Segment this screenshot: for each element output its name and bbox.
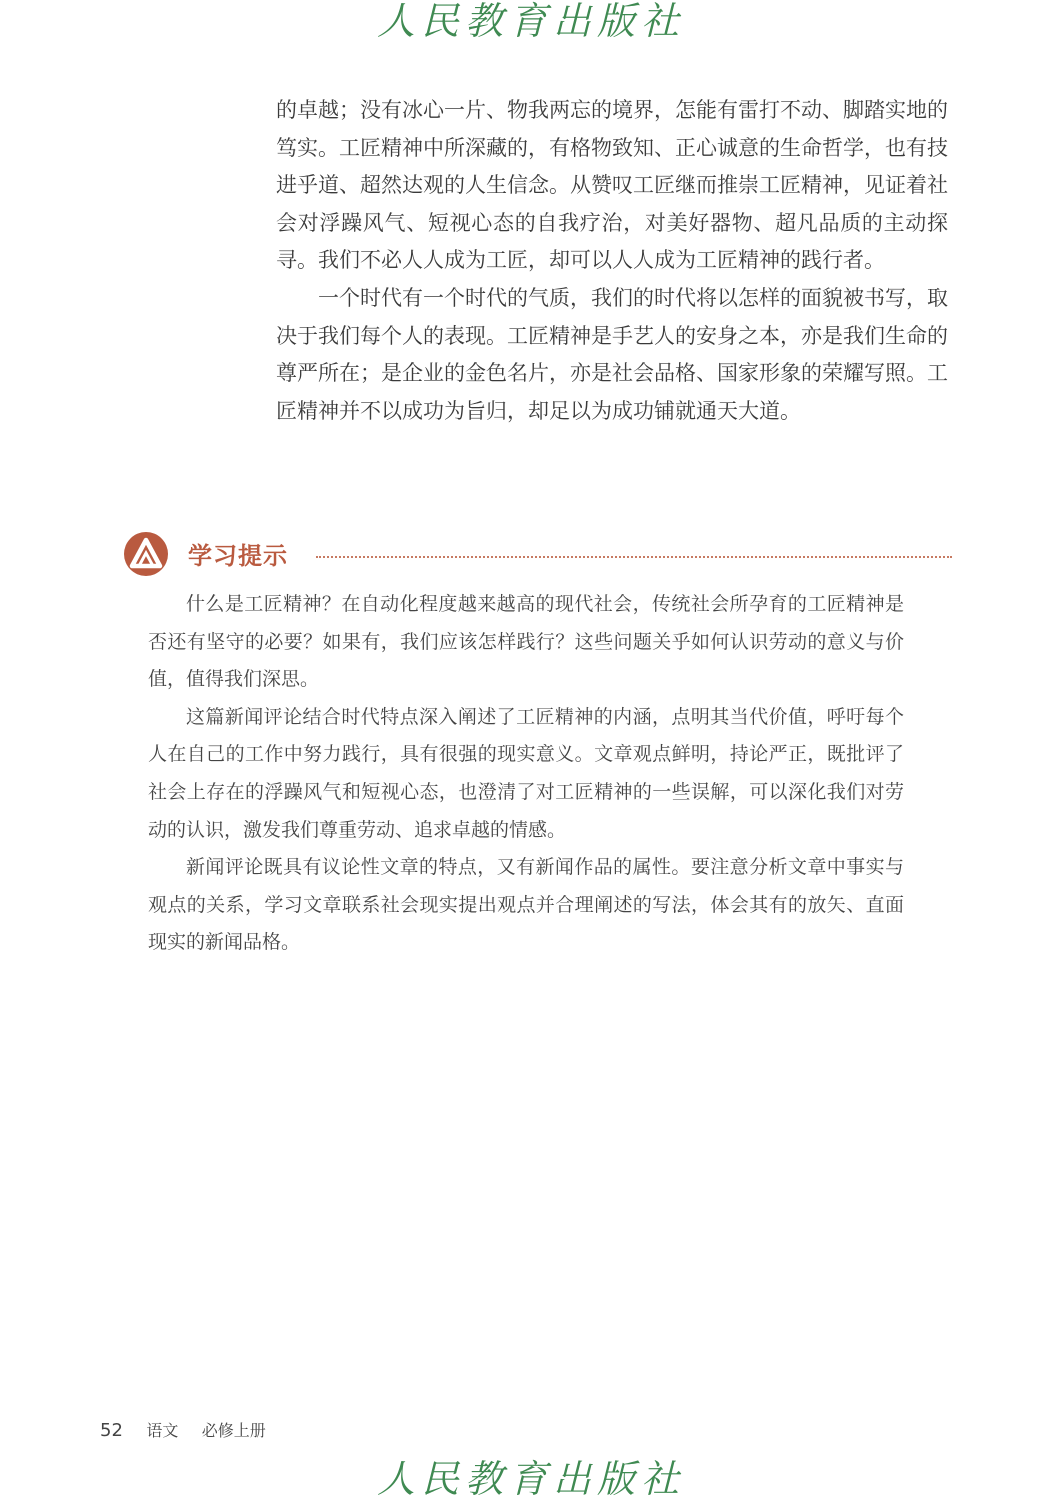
study-tips-paragraph: 新闻评论既具有议论性文章的特点，又有新闻作品的属性。要注意分析文章中事实与观点的关系，学习文章联系社会现实提出观点并合理阐述的写法，体会其有的放矢、直面现实的新闻品格。	[148, 856, 904, 954]
study-tips-icon	[122, 530, 170, 578]
book-title: 语文	[146, 1421, 179, 1440]
study-tips-body	[148, 586, 904, 962]
publisher-logo-top: 人民教育出版社	[376, 0, 685, 43]
publisher-logo-bottom: 人民教育出版社	[376, 1457, 685, 1501]
article-paragraph: 一个时代有一个时代的气质，我们的时代将以怎样的面貌被书写，取决于我们每个人的表现。工匠精神是手艺人的安身之本，亦是我们生命的尊严所在；是企业的金色名片，亦是社会品格、国家形象的荣耀写照。工匠精神并不以成功为旨归，却足以为成功铺就通天大道。	[276, 285, 948, 423]
page-footer	[100, 1418, 266, 1441]
study-tips-title: 学习提示	[188, 542, 288, 570]
article-body	[276, 92, 948, 430]
page-number: 52	[100, 1420, 123, 1441]
study-tips-header	[122, 528, 952, 580]
book-volume: 必修上册	[201, 1421, 266, 1440]
study-tips-paragraph: 这篇新闻评论结合时代特点深入阐述了工匠精神的内涵，点明其当代价值，呼吁每个人在自己的工作中努力践行，具有很强的现实意义。文章观点鲜明，持论严正，既批评了社会上存在的浮躁风气和短视心态，也澄清了对工匠精神的一些误解，可以深化我们对劳动的认识，激发我们尊重劳动、追求卓越的情感。	[148, 705, 904, 841]
article-paragraph: 的卓越；没有冰心一片、物我两忘的境界，怎能有雷打不动、脚踏实地的笃实。工匠精神中所深藏的，有格物致知、正心诚意的生命哲学，也有技进乎道、超然达观的人生信念。从赞叹工匠继而推崇工匠精神，见证着社会对浮躁风气、短视心态的自我疗治，对美好器物、超凡品质的主动探寻。我们不必人人成为工匠，却可以人人成为工匠精神的践行者。	[276, 98, 948, 273]
study-tips-paragraph: 什么是工匠精神？在自动化程度越来越高的现代社会，传统社会所孕育的工匠精神是否还有坚守的必要？如果有，我们应该怎样践行？这些问题关乎如何认识劳动的意义与价值，值得我们深思。	[148, 593, 904, 691]
dotted-divider	[316, 556, 952, 558]
